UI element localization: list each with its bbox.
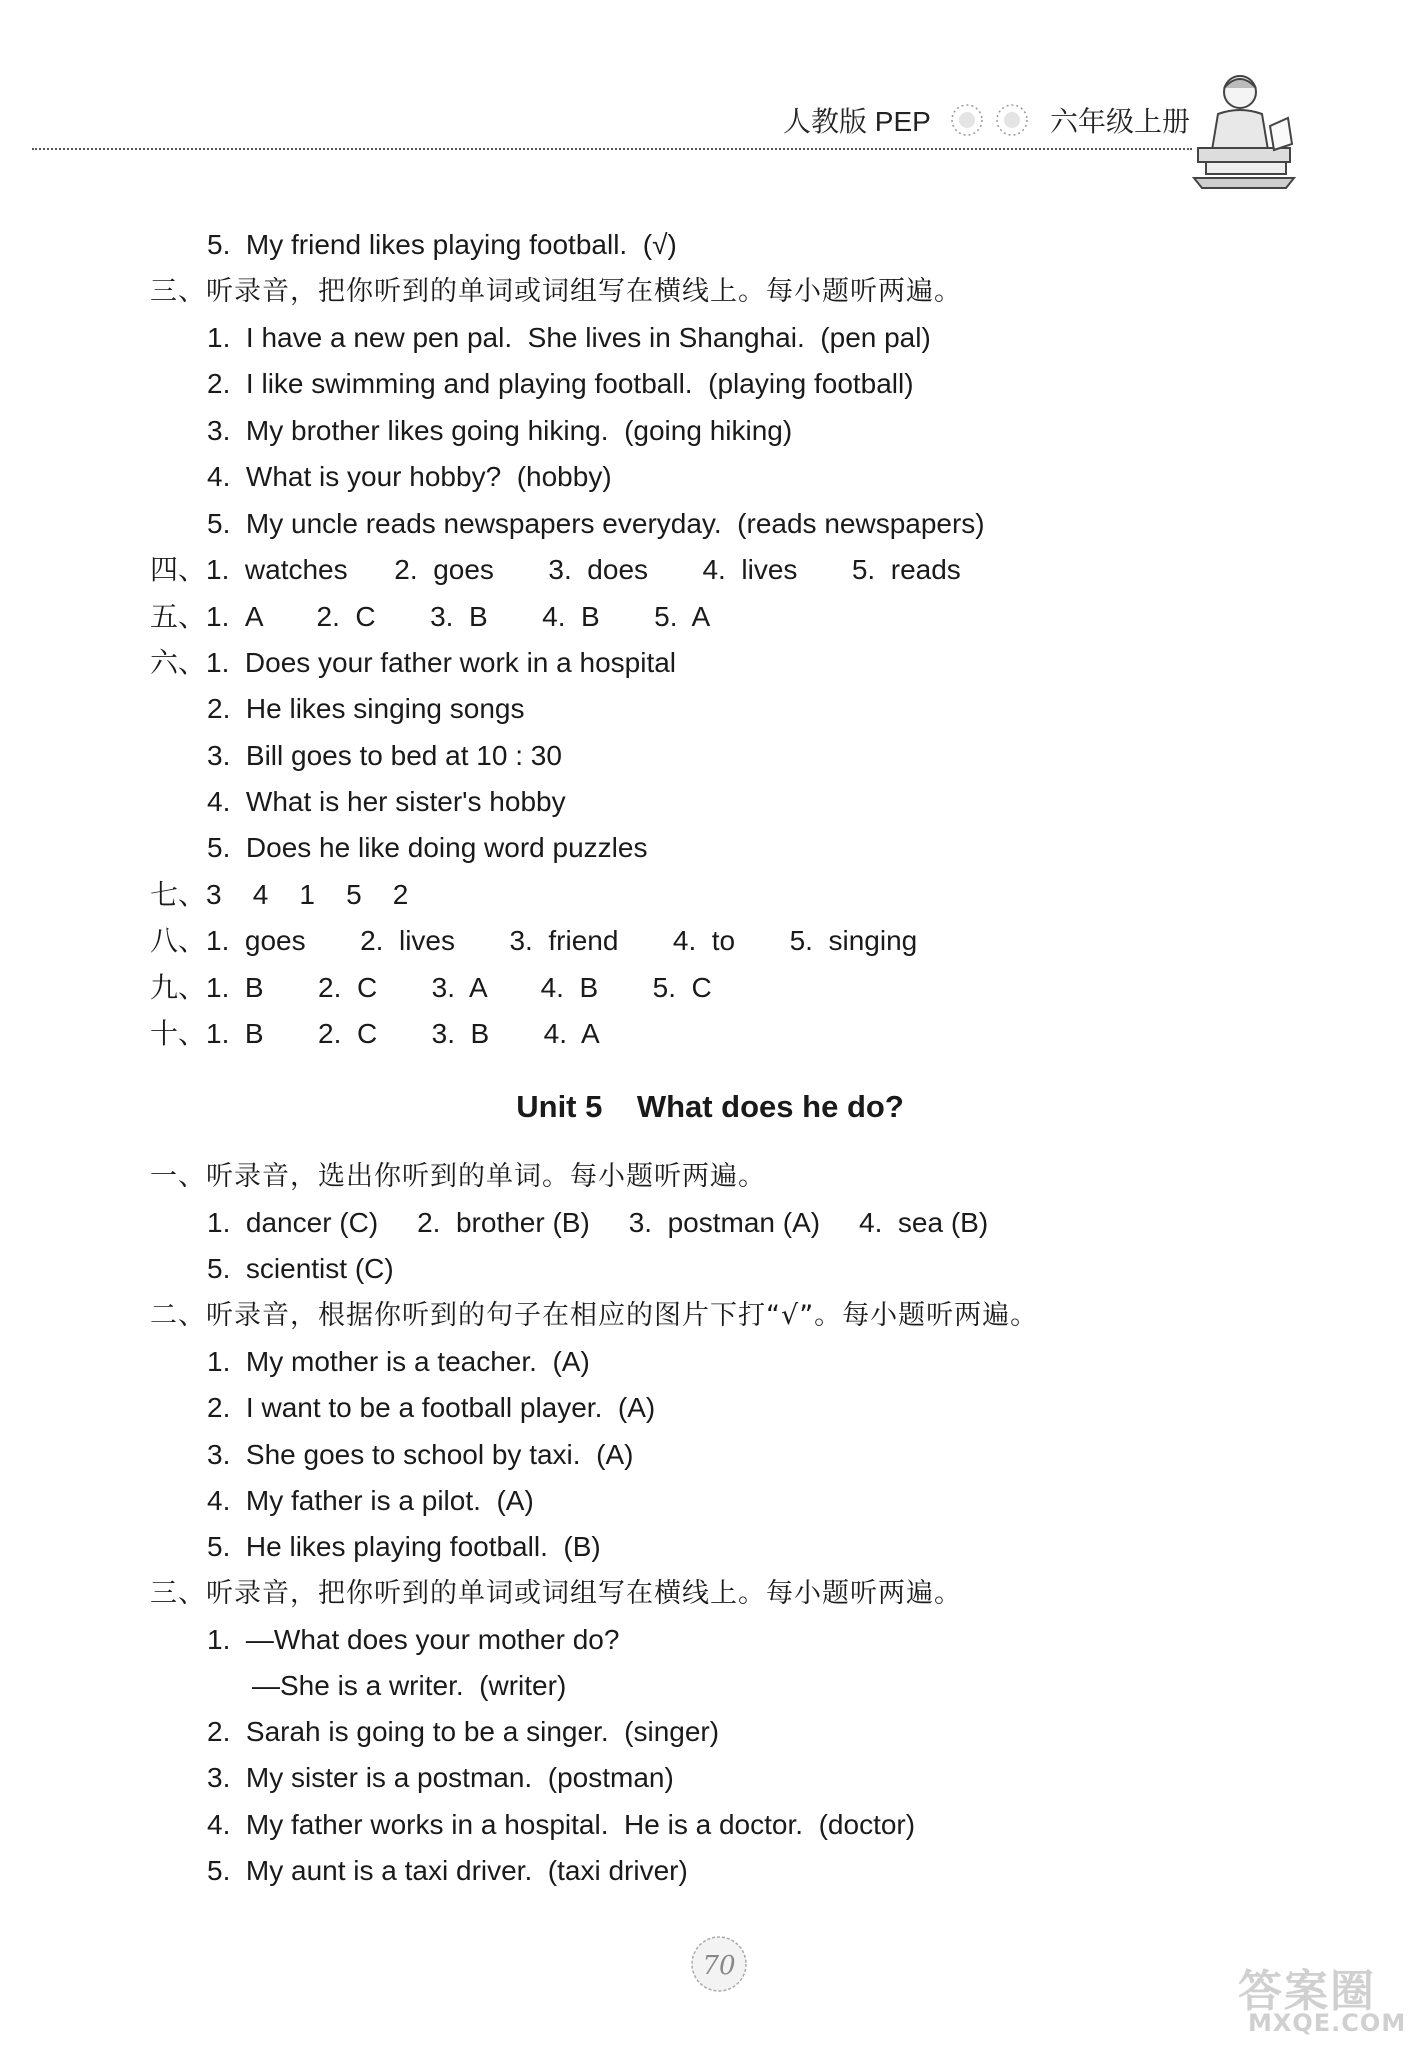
- site-watermark: [1238, 1955, 1414, 2043]
- answer-line: 八、1. goes 2. lives 3. friend 4. to 5. singing: [150, 925, 918, 956]
- answer-line: 5. My aunt is a taxi driver. (taxi driver): [207, 1855, 688, 1886]
- textbook-edition-label: 人教版 PEP: [783, 106, 931, 137]
- answer-line: 4. My father works in a hospital. He is a doctor. (doctor): [207, 1809, 916, 1840]
- section-heading: 三、听录音，把你听到的单词或词组写在横线上。每小题听两遍。: [150, 1578, 962, 1609]
- answer-line: 1. My mother is a teacher. (A): [207, 1346, 590, 1377]
- answer-line: 5. My friend likes playing football. (√): [207, 229, 677, 260]
- page-number-badge: [688, 1933, 750, 1995]
- answer-line: 1. I have a new pen pal. She lives in Shanghai. (pen pal): [207, 322, 931, 353]
- answer-line: 五、1. A 2. C 3. B 4. B 5. A: [150, 601, 711, 632]
- answer-line: 七、3 4 1 5 2: [150, 879, 409, 910]
- watermark-url: MXQE.COM: [1248, 2009, 1407, 2037]
- answer-line: 九、1. B 2. C 3. A 4. B 5. C: [150, 972, 712, 1003]
- answer-line: —She is a writer. (writer): [252, 1670, 567, 1701]
- answer-line: 2. I like swimming and playing football. (playing football): [207, 368, 914, 399]
- section-heading: 三、听录音，把你听到的单词或词组写在横线上。每小题听两遍。: [150, 276, 962, 307]
- answer-line: 2. I want to be a football player. (A): [207, 1392, 656, 1423]
- answer-line: 4. What is her sister's hobby: [207, 786, 566, 817]
- answer-line: 3. She goes to school by taxi. (A): [207, 1439, 634, 1470]
- answer-line: 六、1. Does your father work in a hospital: [150, 647, 677, 678]
- answer-line: 5. He likes playing football. (B): [207, 1531, 601, 1562]
- answer-line: 3. Bill goes to bed at 10 : 30: [207, 740, 562, 771]
- section-heading: 二、听录音，根据你听到的句子在相应的图片下打“√”。每小题听两遍。: [150, 1300, 1039, 1331]
- grade-label: 六年级上册: [1050, 106, 1191, 137]
- answer-line: 5. My uncle reads newspapers everyday. (reads newspapers): [207, 508, 985, 539]
- watermark-logo-text: 答案圈: [1238, 1966, 1376, 2017]
- section-heading: 一、听录音，选出你听到的单词。每小题听两遍。: [150, 1161, 766, 1192]
- answer-line: 2. He likes singing songs: [207, 693, 525, 724]
- unit-title: Unit 5 What does he do?: [516, 1089, 904, 1124]
- answer-line: 5. scientist (C): [207, 1253, 394, 1284]
- answer-line: 1. —What does your mother do?: [207, 1624, 620, 1655]
- answer-line: 四、1. watches 2. goes 3. does 4. lives 5. reads: [150, 554, 961, 585]
- answer-line: 3. My sister is a postman. (postman): [207, 1762, 674, 1793]
- answer-line: 十、1. B 2. C 3. B 4. A: [150, 1018, 600, 1049]
- answer-line: 2. Sarah is going to be a singer. (singer): [207, 1716, 720, 1747]
- page-number: 70: [702, 1951, 736, 1981]
- answer-line: 4. My father is a pilot. (A): [207, 1485, 534, 1516]
- answer-line: 3. My brother likes going hiking. (going hiking): [207, 415, 793, 446]
- answer-line: 1. dancer (C) 2. brother (B) 3. postman (A) 4. sea (B): [207, 1207, 989, 1238]
- answer-line: 5. Does he like doing word puzzles: [207, 832, 648, 863]
- answer-line: 4. What is your hobby? (hobby): [207, 461, 612, 492]
